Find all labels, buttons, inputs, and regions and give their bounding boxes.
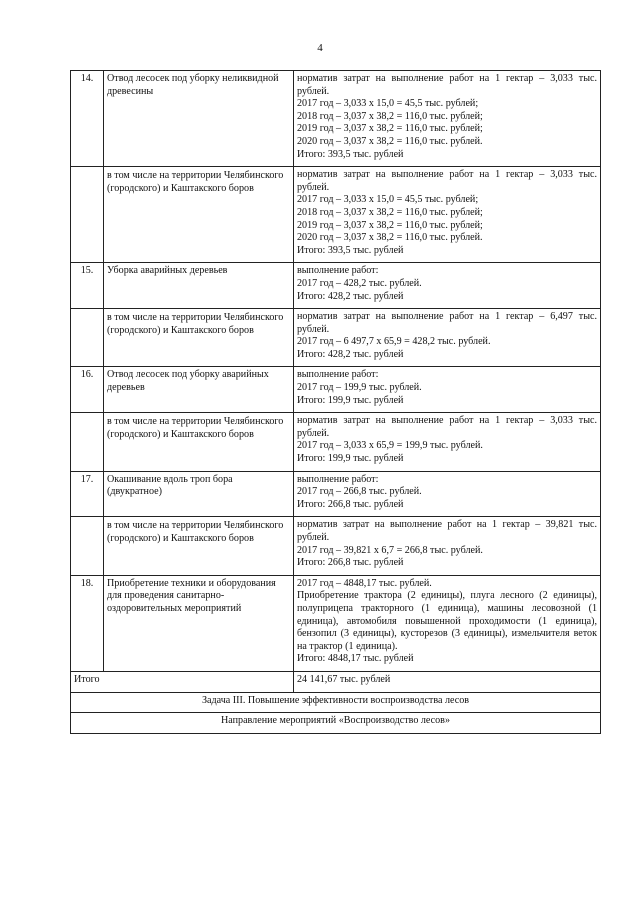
- cost-line: 2020 год – 3,037 х 38,2 = 116,0 тыс. рублей.: [297, 135, 483, 147]
- cost-line: Итого: 428,2 тыс. рублей: [297, 348, 404, 360]
- measure-name: в том числе на территории Челябинского (городского) и Каштакского боров: [104, 517, 294, 575]
- measures-table-body: [71, 71, 601, 672]
- table-row: [71, 71, 601, 167]
- cost-line: 2018 год – 3,037 х 38,2 = 116,0 тыс. рублей;: [297, 110, 483, 122]
- measure-name: Отвод лесосек под уборку неликвидной древесины: [104, 71, 294, 167]
- page-number: 4: [317, 42, 323, 54]
- row-number: 18.: [71, 575, 104, 671]
- measure-name: в том числе на территории Челябинского (городского) и Каштакского боров: [104, 167, 294, 263]
- table-row: [71, 471, 601, 517]
- direction-heading: Направление мероприятий «Воспроизводство лесов»: [71, 713, 601, 734]
- cost-line: 2020 год – 3,037 х 38,2 = 116,0 тыс. рублей.: [297, 232, 483, 244]
- measure-cost-description: [294, 167, 601, 263]
- cost-line: выполнение работ:: [297, 369, 379, 381]
- task-heading-row: [71, 692, 601, 713]
- row-number: [71, 309, 104, 367]
- cost-line: 2019 год – 3,037 х 38,2 = 116,0 тыс. рублей;: [297, 123, 483, 135]
- measure-name: Отвод лесосек под уборку аварийных деревьев: [104, 367, 294, 413]
- cost-line: Итого: 199,9 тыс. рублей: [297, 453, 404, 465]
- cost-line: 2017 год – 3,033 х 65,9 = 199,9 тыс. рублей.: [297, 440, 483, 452]
- cost-line: Итого: 428,2 тыс. рублей: [297, 290, 404, 302]
- cost-line: 2017 год – 3,033 х 15,0 = 45,5 тыс. рублей;: [297, 194, 479, 206]
- row-number: 17.: [71, 471, 104, 517]
- table-row: [71, 517, 601, 575]
- measure-cost-description: [294, 263, 601, 309]
- measures-table: [70, 70, 601, 734]
- measure-name: Уборка аварийных деревьев: [104, 263, 294, 309]
- table-row: [71, 309, 601, 367]
- row-number: 16.: [71, 367, 104, 413]
- cost-line: Итого: 4848,17 тыс. рублей: [297, 653, 414, 665]
- total-label: Итого: [71, 671, 294, 692]
- total-value: 24 141,67 тыс. рублей: [294, 671, 601, 692]
- cost-line: 2017 год – 199,9 тыс. рублей.: [297, 382, 422, 394]
- cost-line: норматив затрат на выполнение работ на 1 гектар – 3,033 тыс. рублей.: [297, 73, 597, 97]
- table-row: [71, 167, 601, 263]
- cost-line: 2019 год – 3,037 х 38,2 = 116,0 тыс. рублей;: [297, 219, 483, 231]
- cost-line: Итого: 199,9 тыс. рублей: [297, 394, 404, 406]
- measure-cost-description: [294, 71, 601, 167]
- row-number: 15.: [71, 263, 104, 309]
- measure-name: Окашивание вдоль троп бора (двукратное): [104, 471, 294, 517]
- row-number: [71, 167, 104, 263]
- measure-name: Приобретение техники и оборудования для проведения санитарно-оздоровительных мероприятий: [104, 575, 294, 671]
- cost-line: Итого: 393,5 тыс. рублей: [297, 244, 404, 256]
- cost-line: норматив затрат на выполнение работ на 1 гектар – 3,033 тыс. рублей.: [297, 169, 597, 193]
- row-number: [71, 413, 104, 471]
- row-number: 14.: [71, 71, 104, 167]
- cost-line: 2017 год – 3,033 х 15,0 = 45,5 тыс. рублей;: [297, 98, 479, 110]
- measure-cost-description: [294, 471, 601, 517]
- cost-line: 2017 год – 6 497,7 х 65,9 = 428,2 тыс. рублей.: [297, 336, 491, 348]
- cost-line: Итого: 266,8 тыс. рублей: [297, 498, 404, 510]
- table-row: [71, 367, 601, 413]
- measure-name: в том числе на территории Челябинского (городского) и Каштакского боров: [104, 413, 294, 471]
- measure-name: в том числе на территории Челябинского (городского) и Каштакского боров: [104, 309, 294, 367]
- row-number: [71, 517, 104, 575]
- cost-line: норматив затрат на выполнение работ на 1 гектар – 3,033 тыс. рублей.: [297, 415, 597, 439]
- direction-heading-row: [71, 713, 601, 734]
- table-row: [71, 575, 601, 671]
- table-row: [71, 413, 601, 471]
- measure-cost-description: [294, 309, 601, 367]
- cost-line: 2017 год – 428,2 тыс. рублей.: [297, 277, 422, 289]
- cost-line: Приобретение трактора (2 единицы), плуга лесного (2 единицы), полуприцепа тракторного (1 единица), машины лесовозной (1 единица), автомобиля повышенной проходимости (1 единица), бензопил (3 единицы), кусторезов (3 единицы), измельчителя веток на трактор (1 единица).: [297, 590, 597, 652]
- cost-line: выполнение работ:: [297, 265, 379, 277]
- cost-line: 2018 год – 3,037 х 38,2 = 116,0 тыс. рублей;: [297, 206, 483, 218]
- task-heading: Задача III. Повышение эффективности воспроизводства лесов: [71, 692, 601, 713]
- measure-cost-description: [294, 367, 601, 413]
- cost-line: 2017 год – 39,821 х 6,7 = 266,8 тыс. рублей.: [297, 544, 483, 556]
- total-row: [71, 671, 601, 692]
- cost-line: Итого: 266,8 тыс. рублей: [297, 557, 404, 569]
- measure-cost-description: [294, 517, 601, 575]
- cost-line: 2017 год – 4848,17 тыс. рублей.: [297, 577, 432, 589]
- cost-line: выполнение работ:: [297, 473, 379, 485]
- cost-line: Итого: 393,5 тыс. рублей: [297, 148, 404, 160]
- measure-cost-description: [294, 575, 601, 671]
- cost-line: 2017 год – 266,8 тыс. рублей.: [297, 486, 422, 498]
- cost-line: норматив затрат на выполнение работ на 1 гектар – 39,821 тыс. рублей.: [297, 519, 597, 543]
- cost-line: норматив затрат на выполнение работ на 1 гектар – 6,497 тыс. рублей.: [297, 311, 597, 335]
- measure-cost-description: [294, 413, 601, 471]
- table-row: [71, 263, 601, 309]
